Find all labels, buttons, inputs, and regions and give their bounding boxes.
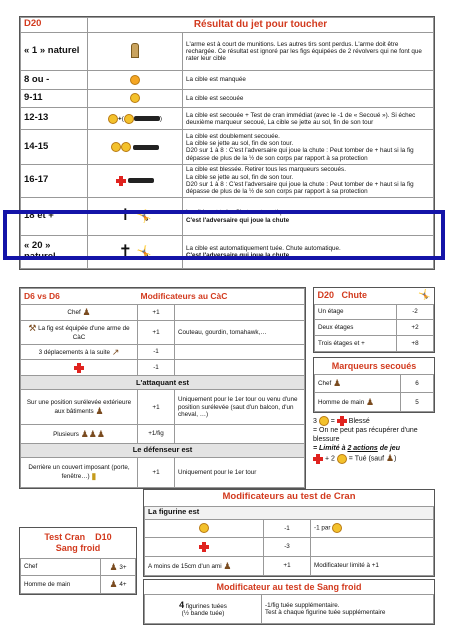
wounded-cross-icon <box>199 542 209 552</box>
secoues-rules <box>313 416 437 465</box>
result-text-2: La cible est manquée <box>183 71 434 89</box>
cac-mod-cover: +1 <box>138 457 175 487</box>
result-text-1: L'arme est à court de munitions. Les autres tirs sont perdus. L'arme doit être rechargée. Ce résultat est ignoré par les figs équipées de 2 révolvers qui ne font que rater leur cible <box>183 32 434 71</box>
cran-mod-friend: +1 <box>264 556 311 575</box>
cran-table <box>143 489 435 577</box>
cac-mod-weapon: +1 <box>138 320 175 344</box>
test-row-homme: Homme de main <box>21 576 101 594</box>
roll-16: 16-17 <box>21 165 88 198</box>
cran-mod-shock: -1 <box>264 519 311 538</box>
secoues-value-homme: 5 <box>401 393 434 412</box>
result-text-4: La cible est secouée + Test de cran immédiat (avec le -1 de « Secoué »). Si échec deuxième marqueur secoué, La cible se jette au sol, fin de son tour <box>183 108 434 130</box>
cac-note-cover: Uniquement pour le 1er tour <box>175 457 305 487</box>
sang-title: Modificateur au test de Sang froid <box>216 581 362 592</box>
chute-value-1: -2 <box>397 304 434 320</box>
cac-mod-moves: -1 <box>138 344 175 360</box>
cac-note-several <box>175 425 305 444</box>
chute-value-3: +8 <box>397 336 434 352</box>
cran-row-wounded <box>145 538 264 557</box>
test-value-chef: ♟ 3+ <box>101 558 136 576</box>
cran-note-shock: -1 par <box>311 519 434 538</box>
cac-note-chef <box>175 305 305 321</box>
d20-code: D20 <box>21 18 88 33</box>
cac-row-elevated: Sur une position surélevée extérieure aux bâtiments ♟ <box>21 390 138 425</box>
killed-icon: ✝ 🤸 <box>88 197 183 236</box>
test-title: Test Cran D10 Sang froid <box>44 531 112 553</box>
chute-header: D20 Chute 🤸 <box>317 290 431 301</box>
cac-mod-elevated: +1 <box>138 390 175 425</box>
secoues-row-homme: Homme de main ♟ <box>315 393 401 412</box>
roll-20: « 20 » naturel <box>21 236 88 269</box>
shock-plus-down-icon: +( ) <box>88 108 183 130</box>
wounded-icon <box>88 165 183 198</box>
secoues-table <box>313 357 435 413</box>
cac-note-elevated: Uniquement pour le 1er tour ou venu d'une position surélevée (saut d'un balcon, d'un cheval, …) <box>175 390 305 425</box>
cran-subheader: La figurine est <box>145 506 434 519</box>
result-text-6: La cible est blessée. Retirer tous les marqueurs secoués. La cible se jette au sol, fin de son tour. D20 sur 1 à 8 : C'est l'adversaire qui joue la chute : Peut tomber de + haut si la fig dépasse de plus de la ½ de son corps par rapport à sa protection <box>183 165 434 198</box>
attacker-header: L'attaquant est <box>21 376 305 390</box>
shock-icon <box>199 523 209 533</box>
cac-row-moves: 3 déplacements à la suite ↗ <box>21 344 138 360</box>
secoues-value-chef: 6 <box>401 374 434 393</box>
cac-title: Modificateurs au CàC <box>138 289 305 305</box>
missed-icon <box>88 71 183 89</box>
cran-mod-wounded: -3 <box>264 538 311 557</box>
cac-note-wounded <box>175 360 305 376</box>
cran-row-shock <box>145 519 264 538</box>
chute-row-2: Deux étages <box>315 320 397 336</box>
chute-table <box>313 287 435 353</box>
falling-icon: 🤸 <box>418 290 431 301</box>
result-text-8: La cible est automatiquement tuée. Chute automatique. C'est l'adversaire qui joue la chute <box>183 236 434 269</box>
chute-value-2: +2 <box>397 320 434 336</box>
roll-18: 18 et + <box>21 197 88 236</box>
cac-row-chef: Chef ♟ <box>21 305 138 321</box>
sang-count: 4 figurines tuées (½ bande tuée) <box>145 594 262 624</box>
cran-row-friend: A moins de 15cm d'un ami ♟ <box>145 556 264 575</box>
bullet-icon <box>88 32 183 71</box>
chute-row-1: Un étage <box>315 304 397 320</box>
sang-table <box>143 579 435 625</box>
wounded-cross-icon <box>74 363 84 373</box>
cac-note-moves <box>175 344 305 360</box>
chute-row-3: Trois étages et + <box>315 336 397 352</box>
rule-no-recover: = On ne peut pas récupérer d'une blessure <box>313 427 418 444</box>
cac-mod-wounded: -1 <box>138 360 175 376</box>
cac-table <box>19 287 306 489</box>
rule-limit: = Limité à 2 actions de jeu <box>313 445 400 453</box>
d20-title: Résultat du jet pour toucher <box>88 18 434 33</box>
rule-tue: + 2 = Tué (sauf ♟) <box>313 453 437 465</box>
roll-8: 8 ou - <box>21 71 88 89</box>
cran-note-wounded <box>311 538 434 557</box>
rule-blesse: 3 = Blessé <box>313 417 370 425</box>
test-value-homme: ♟ 4+ <box>101 576 136 594</box>
secoues-row-chef: Chef ♟ <box>315 374 401 393</box>
highlight-frame <box>3 210 445 260</box>
cac-mod-several: +1/fig <box>138 425 175 444</box>
roll-14: 14-15 <box>21 130 88 165</box>
cac-row-cover: Derrière un couvert imposant (porte, fenêtre…) ▮ <box>21 457 138 487</box>
cac-mod-chef: +1 <box>138 305 175 321</box>
test-row-chef: Chef <box>21 558 101 576</box>
cac-row-wounded <box>21 360 138 376</box>
roll-1: « 1 » naturel <box>21 32 88 71</box>
cran-note-friend: Modificateur limité à +1 <box>311 556 434 575</box>
cac-note-weapon: Couteau, gourdin, tomahawk,… <box>175 320 305 344</box>
cran-title: Modificateurs au test de Cran <box>222 491 356 503</box>
defender-header: Le défenseur est <box>21 443 305 457</box>
secoues-title: Marqueurs secoués <box>331 360 417 371</box>
result-text-3: La cible est secouée <box>183 89 434 107</box>
result-text-5: La cible est doublement secouée. La cible se jette au sol, fin de son tour. D20 sur 1 à 8 : C'est l'adversaire qui joue la chute : Peut tomber de + haut si la fig dépasse de plus de la ½ de son corps par rapport à sa protection <box>183 130 434 165</box>
sang-rules: -1/fig tuée supplémentaire. Test à chaque figurine tuée supplémentaire <box>262 594 434 624</box>
double-shock-icon <box>88 130 183 165</box>
cac-row-several: Plusieurs ♟♟♟ <box>21 425 138 444</box>
cac-row-weapon: ⚒ La fig est équipée d'une arme de CàC <box>21 320 138 344</box>
roll-9: 9-11 <box>21 89 88 107</box>
shock-icon <box>88 89 183 107</box>
killed-icon: ✝ 🤸 <box>88 236 183 269</box>
result-text-7: La cible est tuée. Chute automatique. C'est l'adversaire qui joue la chute <box>183 197 434 236</box>
test-table <box>19 527 137 595</box>
roll-12: 12-13 <box>21 108 88 130</box>
cac-left-title: D6 vs D6 <box>21 289 138 305</box>
